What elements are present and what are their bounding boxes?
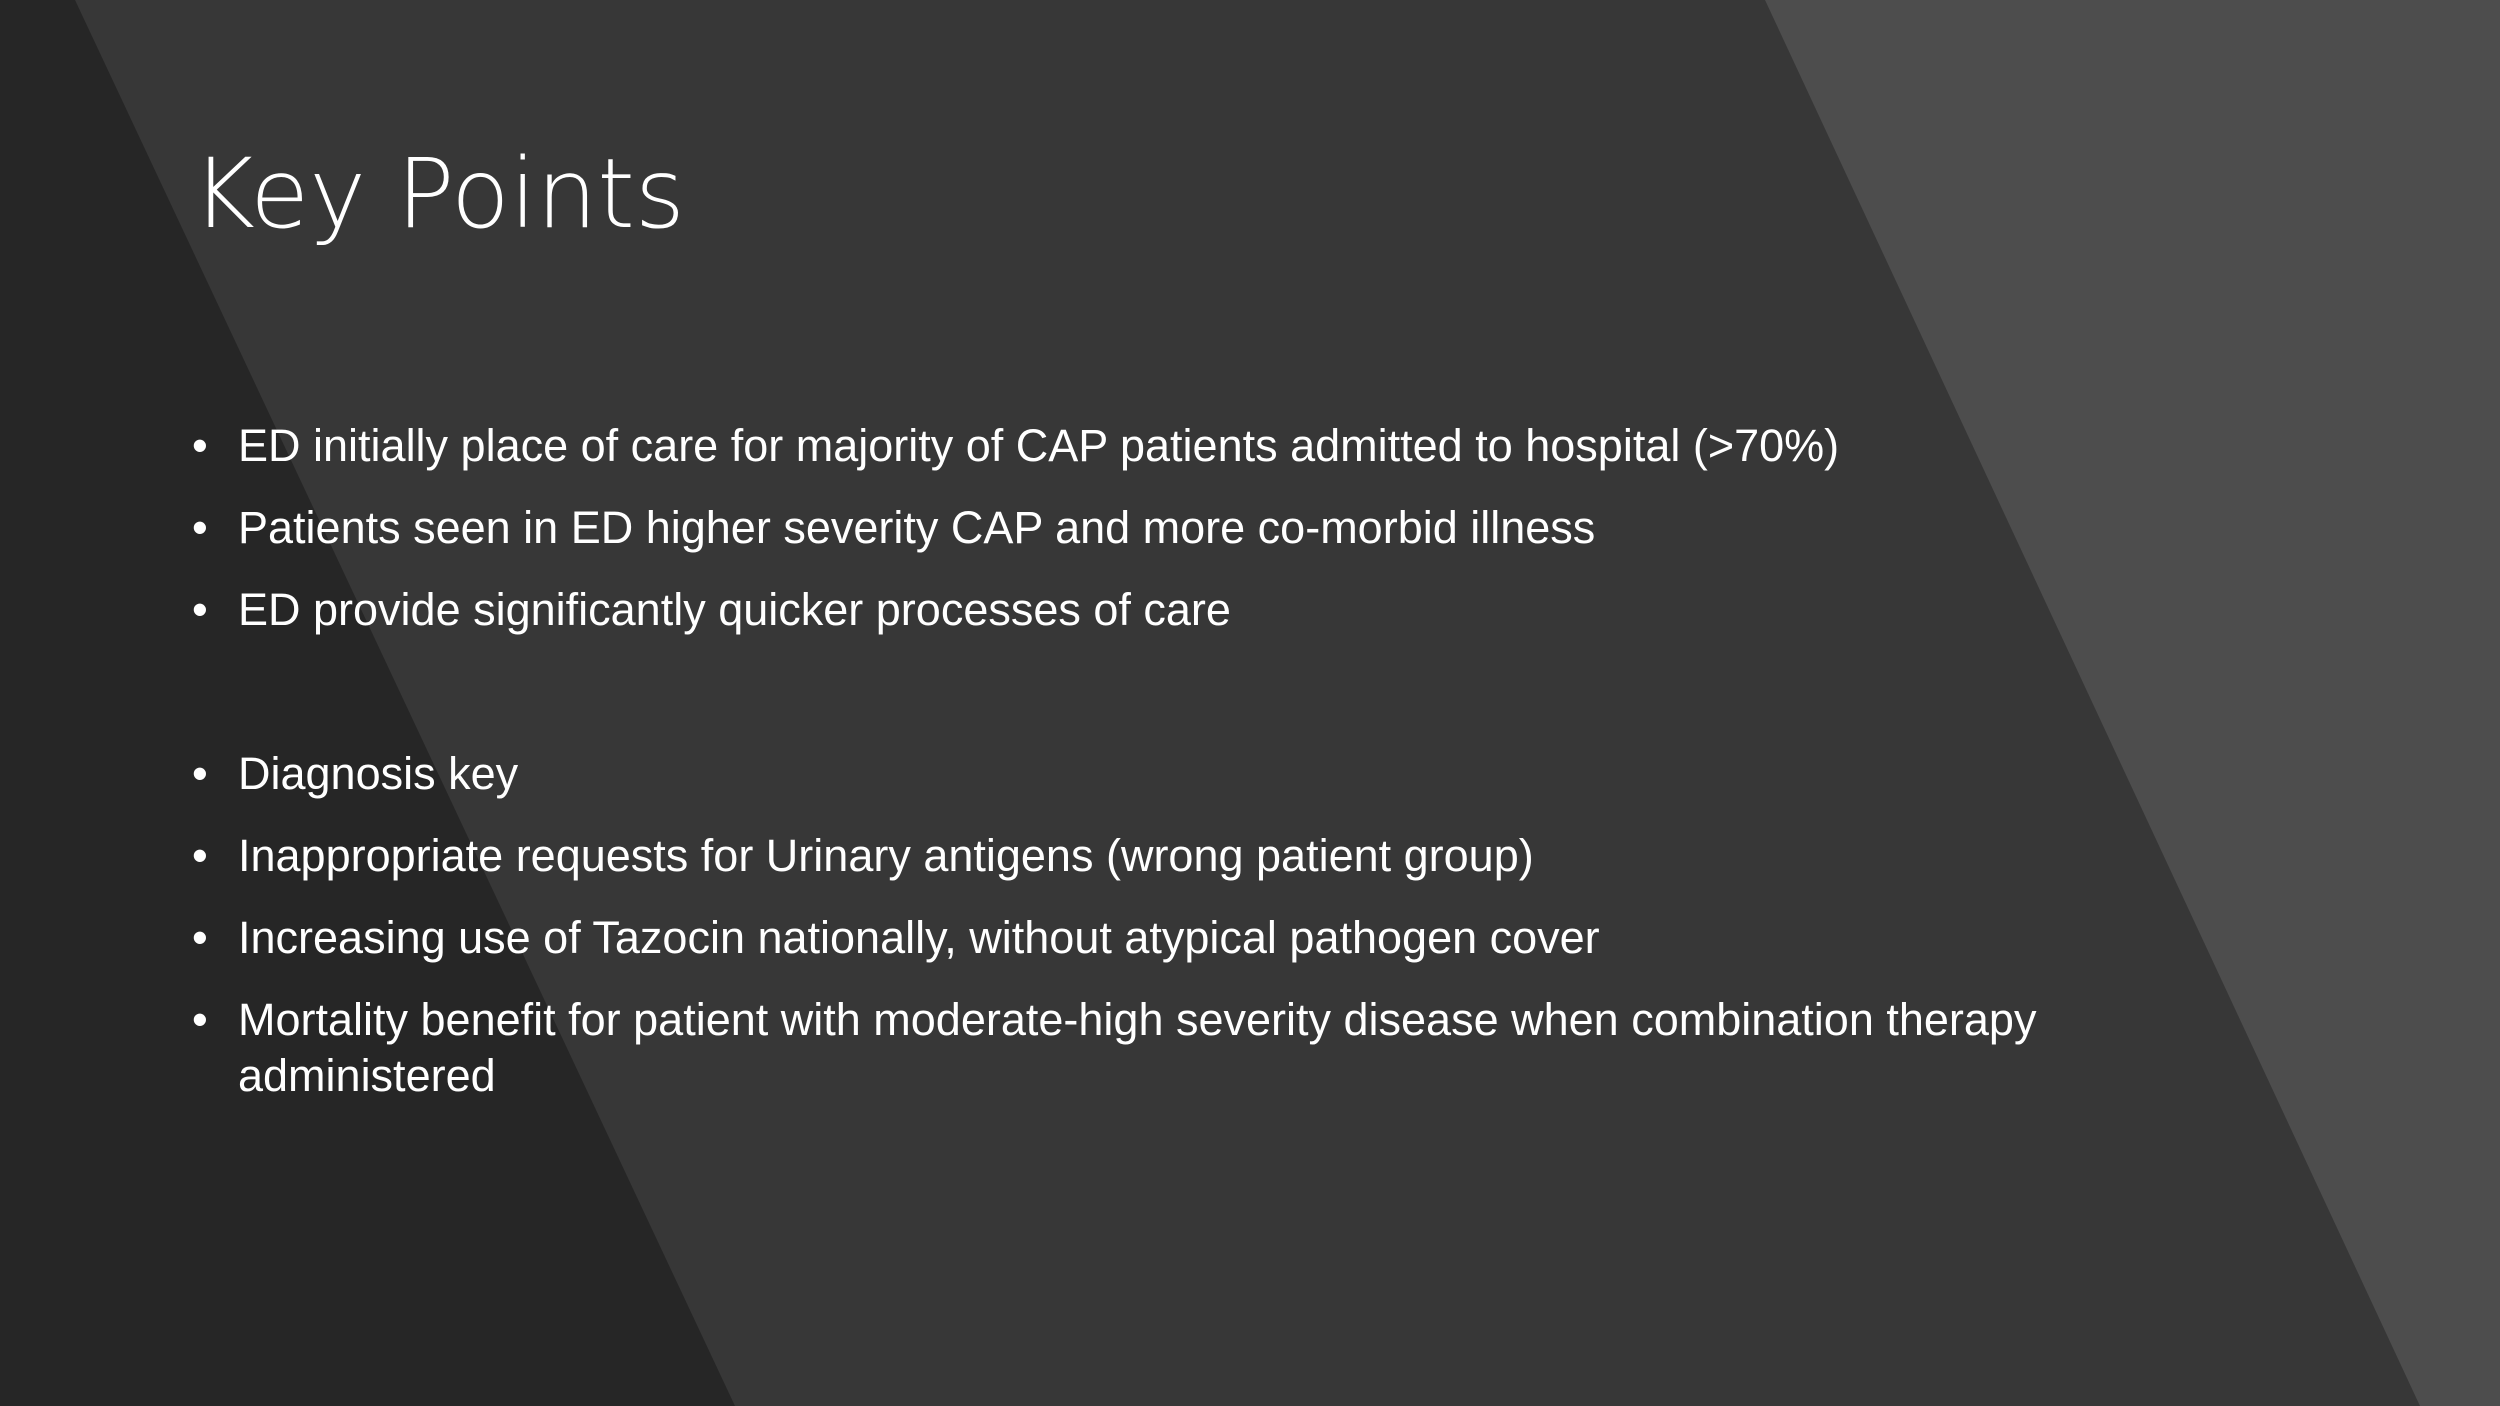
bullet-item <box>192 500 2252 556</box>
bullet-item <box>192 992 2252 1104</box>
bullet-spacer <box>192 664 2252 746</box>
bullet-text: Increasing use of Tazocin nationally, without atypical pathogen cover <box>238 912 1600 963</box>
bullet-item <box>192 418 2252 474</box>
bullet-item <box>192 828 2252 884</box>
bullet-icon: • <box>192 420 208 471</box>
bullet-icon: • <box>192 830 208 881</box>
slide-title: Key Points <box>192 138 685 250</box>
bullet-icon: • <box>192 912 208 963</box>
bullet-text: Diagnosis key <box>238 748 519 799</box>
bullet-text: Inappropriate requests for Urinary antigens (wrong patient group) <box>238 830 1534 881</box>
bullet-icon: • <box>192 748 208 799</box>
bullet-text: ED provide significantly quicker processes of care <box>238 584 1231 635</box>
bullet-item <box>192 746 2252 802</box>
bullet-item <box>192 910 2252 966</box>
bullet-text: Patients seen in ED higher severity CAP and more co-morbid illness <box>238 502 1596 553</box>
bullet-icon: • <box>192 584 208 635</box>
bullet-icon: • <box>192 502 208 553</box>
bullet-text: Mortality benefit for patient with moderate-high severity disease when combination therapy administered <box>238 994 2037 1101</box>
bullet-list <box>192 418 2252 1130</box>
bullet-icon: • <box>192 994 208 1045</box>
bullet-text: ED initially place of care for majority of CAP patients admitted to hospital (>70%) <box>238 420 1840 471</box>
bullet-item <box>192 582 2252 638</box>
